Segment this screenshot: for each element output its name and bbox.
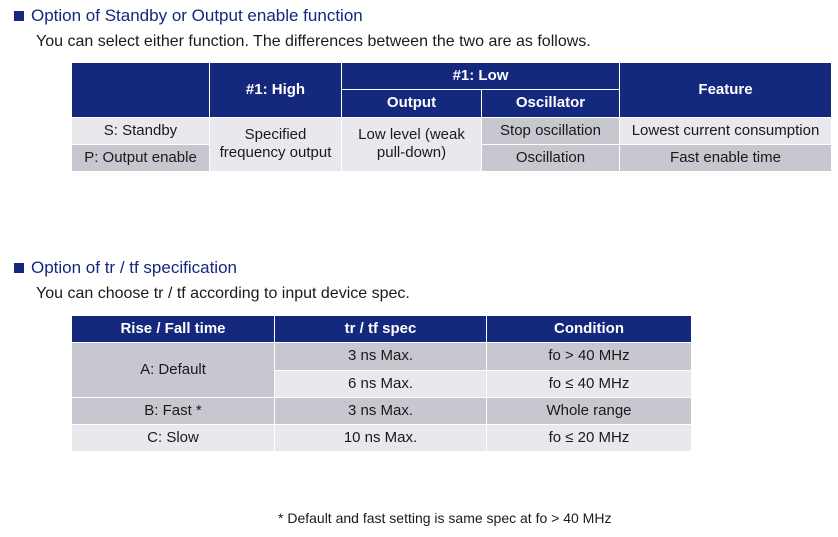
table1-header-output: Output bbox=[342, 90, 482, 117]
table-row bbox=[72, 117, 832, 144]
table1-corner-header bbox=[72, 63, 210, 118]
table-row bbox=[72, 343, 692, 370]
table1-header-oscillator: Oscillator bbox=[482, 90, 620, 117]
table2-row0-condition: fo > 40 MHz bbox=[487, 343, 692, 370]
table2-row3-condition: fo ≤ 20 MHz bbox=[487, 425, 692, 452]
table2-header-condition: Condition bbox=[487, 316, 692, 343]
table2-row2-condition: Whole range bbox=[487, 397, 692, 424]
table1-row0-oscillator: Stop oscillation bbox=[482, 117, 620, 144]
table2-row1-spec: 6 ns Max. bbox=[275, 370, 487, 397]
table-row bbox=[72, 397, 692, 424]
table2-row3-spec: 10 ns Max. bbox=[275, 425, 487, 452]
table1-low-output-value: Low level (weak pull-down) bbox=[342, 117, 482, 172]
square-bullet-icon bbox=[14, 11, 24, 21]
table-header-row bbox=[72, 63, 832, 90]
table1-header-low: #1: Low bbox=[342, 63, 620, 90]
table2-row3-time: C: Slow bbox=[72, 425, 275, 452]
table2-header-spec: tr / tf spec bbox=[275, 316, 487, 343]
table1-header-feature: Feature bbox=[620, 63, 832, 118]
section-subtext-standby: You can select either function. The differences between the two are as follows. bbox=[36, 33, 591, 50]
footnote-text: * Default and fast setting is same spec at fo > 40 MHz bbox=[278, 510, 612, 526]
square-bullet-icon bbox=[14, 263, 24, 273]
table2-row0-time: A: Default bbox=[72, 343, 275, 398]
table2-row1-condition: fo ≤ 40 MHz bbox=[487, 370, 692, 397]
section-subtext-trtf: You can choose tr / tf according to input device spec. bbox=[36, 285, 410, 302]
table2-row0-spec: 3 ns Max. bbox=[275, 343, 487, 370]
table2-header-time: Rise / Fall time bbox=[72, 316, 275, 343]
table1-row1-oscillator: Oscillation bbox=[482, 144, 620, 171]
section-heading-trtf bbox=[14, 258, 237, 278]
standby-output-table bbox=[71, 62, 832, 172]
table1-row1-mode: P: Output enable bbox=[72, 144, 210, 171]
table1-high-value: Specified frequency output bbox=[210, 117, 342, 172]
table1-header-high: #1: High bbox=[210, 63, 342, 118]
table2-row2-time: B: Fast * bbox=[72, 397, 275, 424]
table-header-row bbox=[72, 316, 692, 343]
rise-fall-time-table bbox=[71, 315, 692, 452]
table1-row0-feature: Lowest current consumption bbox=[620, 117, 832, 144]
table1-row1-feature: Fast enable time bbox=[620, 144, 832, 171]
section-heading-standby bbox=[14, 6, 363, 26]
section-heading-standby-label: Option of Standby or Output enable function bbox=[31, 6, 363, 25]
table2-row2-spec: 3 ns Max. bbox=[275, 397, 487, 424]
section-heading-trtf-label: Option of tr / tf specification bbox=[31, 258, 237, 277]
table-row bbox=[72, 425, 692, 452]
table1-row0-mode: S: Standby bbox=[72, 117, 210, 144]
